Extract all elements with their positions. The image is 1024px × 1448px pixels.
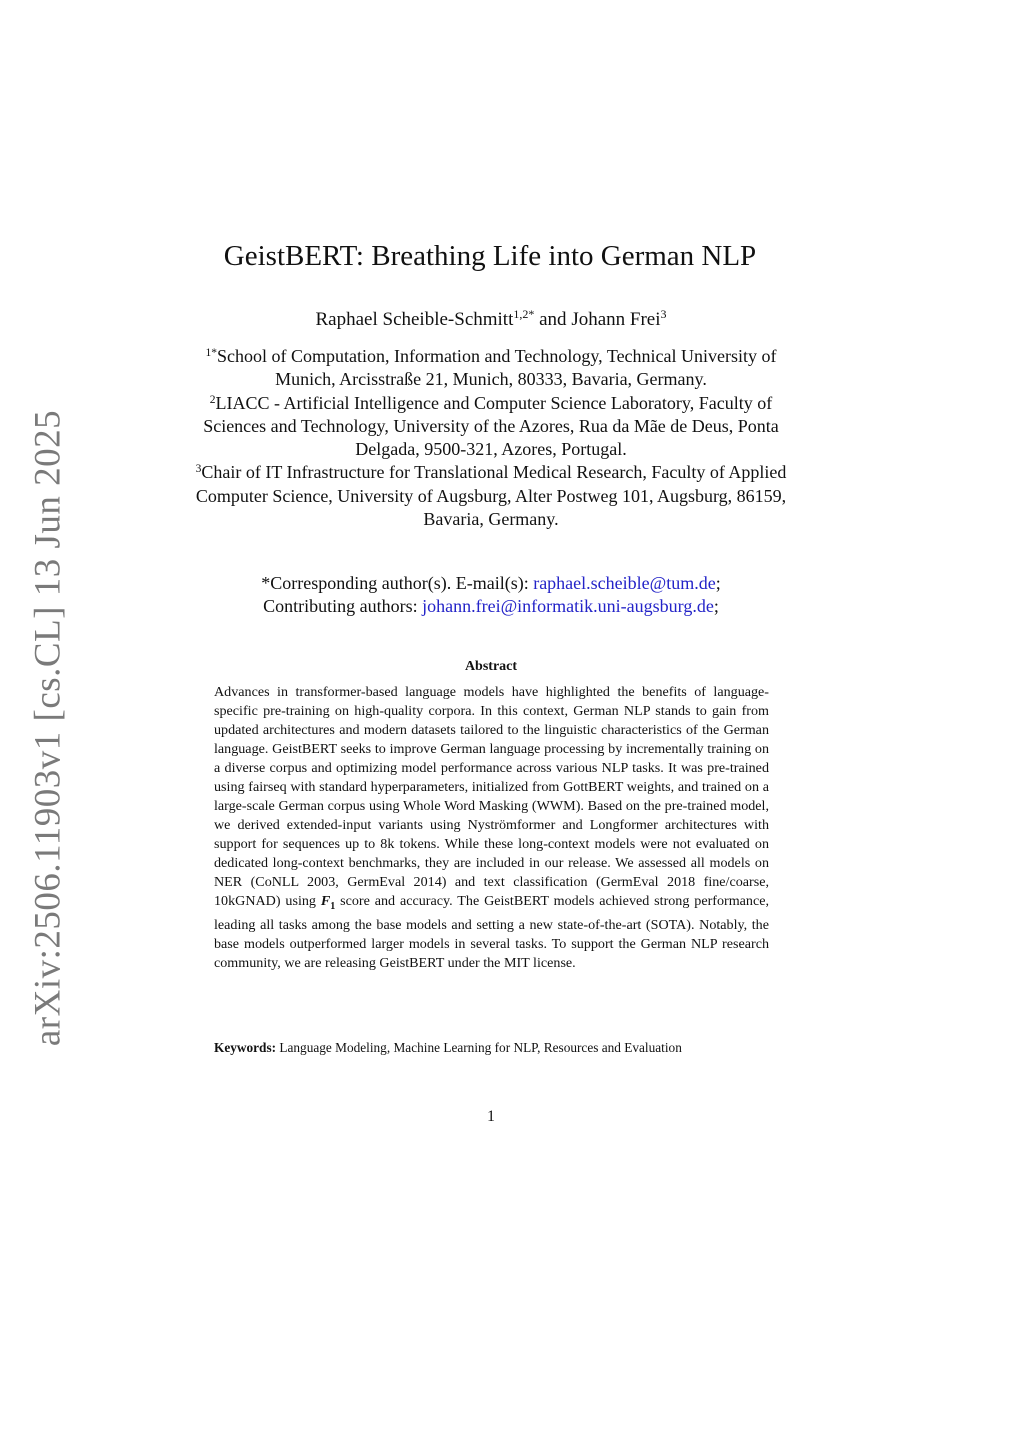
abstract-text <box>214 683 769 973</box>
affiliation-1-mark: 1* <box>205 347 217 359</box>
author-name-2: Johann Frei <box>571 309 661 330</box>
author-2-affiliation-marks: 3 <box>660 307 667 321</box>
abstract-heading: Abstract <box>464 659 518 674</box>
author-1-affiliation-marks: 1,2* <box>513 307 535 321</box>
corresponding-email-link[interactable]: raphael.scheible@tum.de <box>533 573 716 593</box>
corresponding-email-suffix: ; <box>715 573 721 593</box>
affiliation-3-mark: 3 <box>195 463 202 476</box>
correspondence-block <box>0 572 982 619</box>
abstract-part-1: Advances in transformer-based language models have highlighted the benefits of language-specific pre-training on high-quality corpora. In this context, German NLP stands to gain from updated architectures and modern datasets tailored to the linguistic characteristics of the German language. GeistBERT seeks to improve German language processing by incrementally training on a diverse corpus and optimizing model performance across various NLP tasks. It was pre-trained using fairseq with standard hyperparameters, initialized from GottBERT weights, and trained on a large-scale German corpus using Whole Word Masking (WWM). Based on the pre-trained model, we derived extended-input variants using Nyströmformer and Longformer architectures with support for sequences up to 8k tokens. While these long-context models were not evaluated on dedicated long-context benchmarks, they are included in our release. We assessed all models on NER (CoNLL 2003, GermEval 2014) and text classification (GermEval 2018 fine/coarse, 10kGNAD) using <box>214 684 769 909</box>
affiliation-2-text: LIACC - Artificial Intelligence and Computer Science Laboratory, Faculty of Sciences and Technology, University of the Azores, Rua da Mãe de Deus, Ponta Delgada, 9500-321, Azores, Portugal. <box>203 392 779 460</box>
keywords-label: Keywords: <box>214 1040 277 1055</box>
corresponding-author-label: *Corresponding author(s). E-mail(s): <box>261 573 534 593</box>
affiliation-3-text: Chair of IT Infrastructure for Translational Medical Research, Faculty of Applied Computer Science, University of Augsburg, Alter Postweg 101, Augsburg, 86159, Bavaria, Germany. <box>195 462 787 530</box>
author-name-1: Raphael Scheible-Schmitt <box>315 309 514 330</box>
affiliation-2-mark: 2 <box>209 393 216 406</box>
contributing-authors-line <box>0 595 982 618</box>
keywords-line <box>214 1040 774 1056</box>
affiliation-2 <box>185 392 797 462</box>
contributing-email-suffix: ; <box>713 596 719 617</box>
contributing-email-link[interactable]: johann.frei@informatik.uni-augsburg.de <box>422 596 714 617</box>
abstract-metric-subscript: 1 <box>330 900 336 912</box>
page-number: 1 <box>487 1108 495 1125</box>
keywords-text: Language Modeling, Machine Learning for NLP, Resources and Evaluation <box>276 1040 682 1055</box>
affiliation-3 <box>185 461 797 531</box>
author-line <box>0 309 982 331</box>
abstract-part-2: score and accuracy. The GeistBERT models achieved strong performance, leading all tasks among the base models and setting a new state-of-the-art (SOTA). Notably, the base models outperformed larger models in several tasks. To support the German NLP research community, we are releasing GeistBERT under the MIT license. <box>214 893 770 971</box>
corresponding-author-line <box>0 572 982 595</box>
affiliations <box>185 345 797 531</box>
abstract-metric: F <box>320 893 331 909</box>
paper-title: GeistBERT: Breathing Life into German NLP <box>223 240 757 272</box>
affiliation-1 <box>185 345 797 392</box>
author-connector: and <box>534 309 572 330</box>
contributing-authors-label: Contributing authors: <box>263 596 423 617</box>
affiliation-1-text: School of Computation, Information and Technology, Technical University of Munich, Arcisstraße 21, Munich, 80333, Bavaria, Germany. <box>216 346 777 390</box>
arxiv-identifier: arXiv:2506.11903v1 [cs.CL] 13 Jun 2025 <box>27 409 69 1047</box>
